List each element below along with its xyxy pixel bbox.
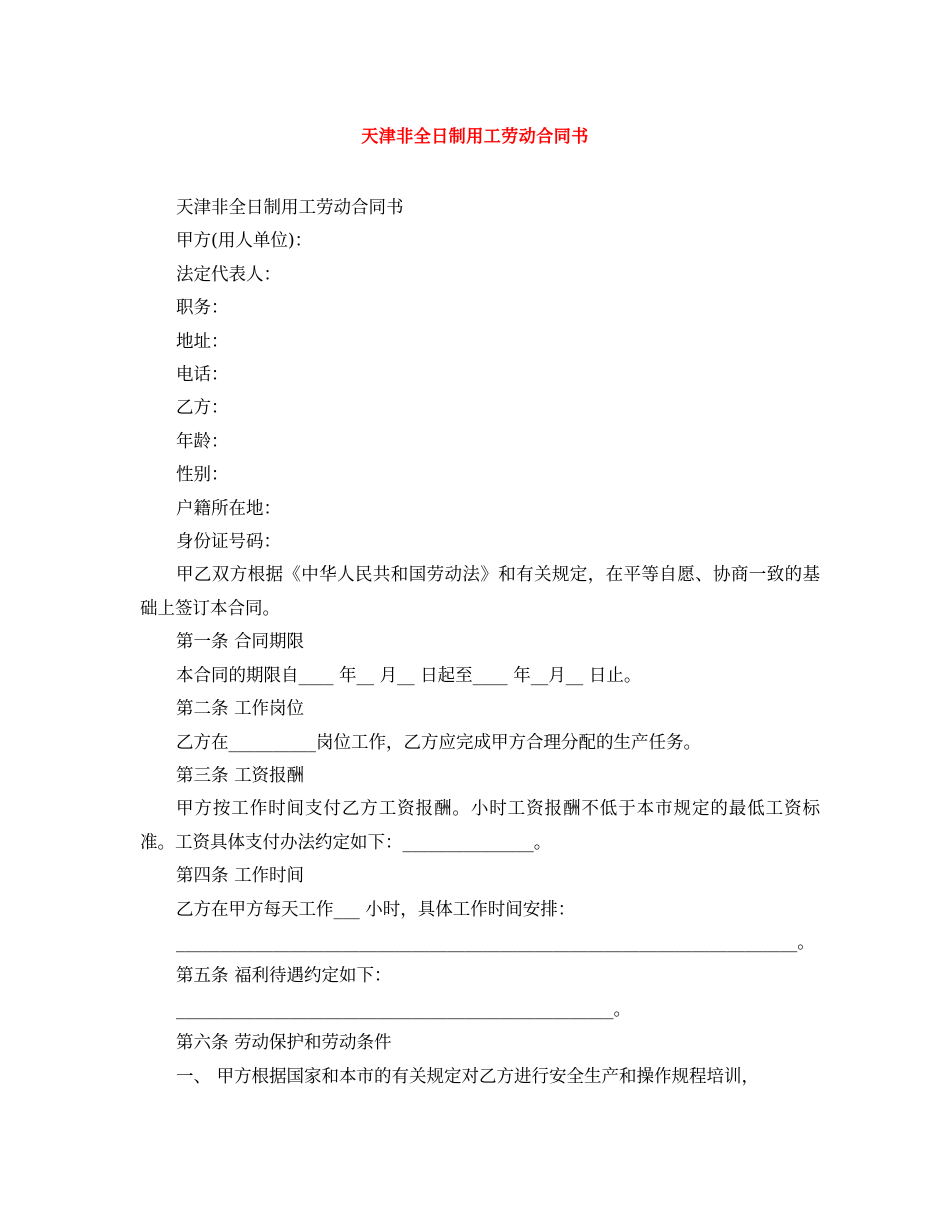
- article-4-heading: 第四条 工作时间: [176, 866, 305, 887]
- id-number-line: 身份证号码：: [176, 532, 281, 553]
- article-5-heading: 第五条 福利待遇约定如下：: [176, 966, 392, 987]
- preamble-paragraph: 甲乙双方根据《中华人民共和国劳动法》和有关规定，在平等自愿、协商一致的基础上签订本合同。: [140, 565, 820, 619]
- article-3-heading: 第三条 工资报酬: [176, 765, 305, 786]
- article-4-text: 乙方在甲方每天工作___ 小时，具体工作时间安排：: [176, 899, 576, 920]
- article-2-text: 乙方在__________岗位工作，乙方应完成甲方合理分配的生产任务。: [176, 732, 701, 753]
- address-line: 地址：: [176, 331, 229, 352]
- position-line: 职务：: [176, 298, 229, 319]
- article-2-heading: 第二条 工作岗位: [176, 699, 305, 720]
- article-4-blank-line: _______________________________________________________________________。: [176, 932, 815, 953]
- legal-rep-line: 法定代表人：: [176, 264, 281, 285]
- article-1-heading: 第一条 合同期限: [176, 632, 305, 653]
- gender-line: 性别：: [176, 465, 229, 486]
- party-a-line: 甲方(用人单位)：: [176, 231, 313, 252]
- party-b-line: 乙方：: [176, 398, 229, 419]
- heading-line: 天津非全日制用工劳动合同书: [176, 198, 404, 218]
- article-6-heading: 第六条 劳动保护和劳动条件: [176, 1033, 392, 1054]
- age-line: 年龄：: [176, 431, 229, 452]
- residence-line: 户籍所在地：: [176, 498, 281, 519]
- article-3-text: 甲方按工作时间支付乙方工资报酬。小时工资报酬不低于本市规定的最低工资标准。工资具体支付办法约定如下：_______________。: [140, 799, 820, 853]
- article-1-text: 本合同的期限自____ 年__ 月__ 日起至____ 年__月__ 日止。: [176, 665, 642, 686]
- article-5-blank-line: __________________________________________________。: [176, 999, 631, 1020]
- article-6-item-1: 一、 甲方根据国家和本市的有关规定对乙方进行安全生产和操作规程培训，: [176, 1066, 760, 1087]
- phone-line: 电话：: [176, 365, 229, 386]
- document-title: 天津非全日制用工劳动合同书: [361, 127, 589, 147]
- document-body: [140, 192, 820, 1094]
